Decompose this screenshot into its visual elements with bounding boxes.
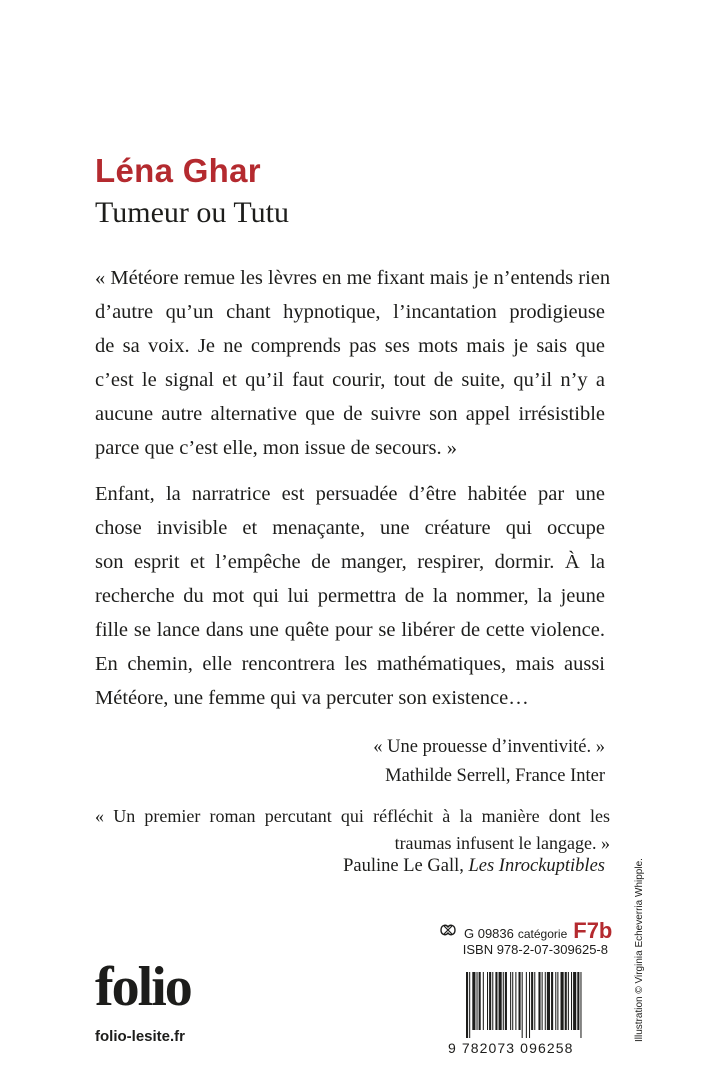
excerpt-line: « Météore remue les lèvres en me fixant mais je n’entends rien: [95, 267, 611, 289]
barcode-bar: [522, 972, 523, 1038]
excerpt-line: c’est le signal et qu’il faut courir, tout de suite, qu’il n’y a: [95, 369, 605, 391]
product-codes: [438, 918, 613, 957]
barcode-bar: [479, 972, 481, 1030]
publisher-website: folio-lesite.fr: [95, 1028, 186, 1045]
review-source-name: Pauline Le Gall,: [343, 856, 464, 876]
barcode-bar: [561, 972, 564, 1030]
barcode-bar: [542, 972, 543, 1030]
summary-line: Météore, une femme qui va percuter son existence…: [95, 687, 529, 709]
barcode-bar: [505, 972, 507, 1030]
barcode-bar: [565, 972, 567, 1030]
summary-line: fille se lance dans une quête pour se libérer de cette violence.: [95, 619, 605, 641]
summary-line: son esprit et l’empêche de manger, respirer, dormir. À la: [95, 551, 605, 573]
review-inrockuptibles: [95, 803, 610, 857]
barcode-bar: [568, 972, 569, 1030]
excerpt-quote: [95, 261, 611, 465]
barcode-bar: [466, 972, 468, 1038]
publisher-logo: folio: [95, 956, 191, 1018]
author-name: Léna Ghar: [95, 152, 261, 189]
summary-line: Enfant, la narratrice est persuadée d’être habitée par une: [95, 483, 605, 505]
barcode-bar: [551, 972, 553, 1030]
summary-line: chose invisible et menaçante, une créature qui occupe: [95, 517, 605, 539]
barcode-bar: [580, 972, 581, 1038]
barcode-bar: [492, 972, 493, 1030]
barcode-bar: [472, 972, 475, 1030]
barcode-bar: [534, 972, 535, 1030]
barcode-bar: [489, 972, 491, 1030]
barcode-bar: [487, 972, 488, 1030]
review-quote-line: « Un premier roman percutant qui réfléchit à la manière dont les: [95, 806, 610, 826]
summary-paragraph: [95, 477, 605, 715]
illustration-credit: Illustration © Virginia Echeverria Whipple.: [634, 858, 645, 1042]
excerpt-line: d’autre qu’un chant hypnotique, l’incantation prodigieuse: [95, 301, 605, 323]
isbn: ISBN 978-2-07-309625-8: [462, 942, 608, 957]
barcode-bar: [547, 972, 550, 1030]
category-label: catégorie: [517, 927, 568, 941]
barcode-bar: [531, 972, 533, 1030]
book-title: Tumeur ou Tutu: [95, 196, 289, 229]
barcode-bar: [495, 972, 497, 1030]
barcode-bar: [483, 972, 484, 1030]
barcode-bar: [573, 972, 576, 1030]
gallimard-mark-icon: [438, 922, 460, 938]
review-source-publication: Les Inrockuptibles: [468, 856, 605, 876]
excerpt-line: parce que c’est elle, mon issue de secours. »: [95, 437, 458, 459]
barcode-bar: [545, 972, 546, 1030]
review-quote-line: traumas infusent le langage. »: [394, 833, 610, 853]
review-source: Mathilde Serrell, France Inter: [385, 766, 605, 786]
product-code: G 09836: [464, 926, 514, 941]
barcode-bar: [571, 972, 572, 1030]
barcode-bar: [519, 972, 521, 1030]
summary-line: En chemin, elle rencontrera les mathématiques, mais aussi: [95, 653, 605, 675]
barcode-bar: [477, 972, 478, 1030]
review-source: [343, 856, 605, 877]
category-code: F7b: [573, 918, 613, 943]
review-quote: « Une prouesse d’inventivité. »: [373, 737, 605, 757]
barcode-bar: [503, 972, 504, 1030]
barcode-number: 9 782073 096258: [448, 1040, 574, 1056]
barcode-bar: [555, 972, 556, 1030]
barcode-bar: [529, 972, 530, 1038]
excerpt-line: aucune autre alternative que de suivre son appel irrésistible: [95, 403, 605, 425]
barcode-bar: [526, 972, 527, 1038]
barcode-bar: [512, 972, 513, 1030]
barcode-bar: [557, 972, 558, 1030]
barcode-bar: [515, 972, 516, 1030]
barcode-bar: [469, 972, 470, 1038]
excerpt-line: de sa voix. Je ne comprends pas ses mots mais je sais que: [95, 335, 605, 357]
review-france-inter: [305, 733, 605, 791]
summary-line: recherche du mot qui lui permettra de la nommer, la jeune: [95, 585, 605, 607]
barcode-bar: [538, 972, 540, 1030]
barcode-bar: [499, 972, 502, 1030]
barcode-bar: [510, 972, 511, 1030]
barcode-bar: [577, 972, 579, 1030]
